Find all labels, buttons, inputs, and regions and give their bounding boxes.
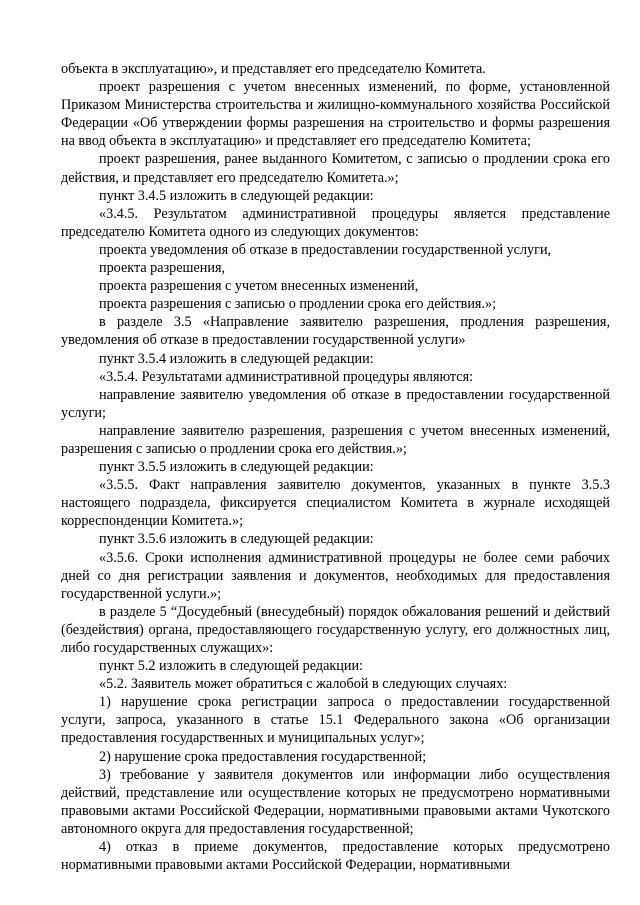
paragraph-23: 2) нарушение срока предоставления государственной; — [99, 748, 427, 765]
paragraph-13: направление заявителю уведомления об отказе в предоставлении государственной услуги; — [61, 386, 610, 421]
paragraph-8: проекта разрешения с учетом внесенных изменений, — [99, 278, 419, 295]
paragraph-25: 4) отказ в приеме документов, предоставление которых предусмотрено нормативными правовыми актами Российской Федерации, нормативными — [61, 839, 610, 874]
paragraph-20: пункт 5.2 изложить в следующей редакции: — [99, 658, 363, 675]
document-page — [61, 60, 610, 874]
paragraph-1: объекта в эксплуатацию», и представляет его председателю Комитета. — [61, 61, 486, 77]
paragraph-18: «3.5.6. Сроки исполнения административной процедуры не более семи рабочих дней со дня регистрации заявления и документов, необходимых для предоставления государственной услуги.»; — [61, 549, 610, 602]
paragraph-19: в разделе 5 “Досудебный (внесудебный) порядок обжалования решений и действий (бездействия) органа, предоставляющего государственную услугу, его должностных лиц, либо государственных служащих»: — [61, 603, 610, 656]
paragraph-11: пункт 3.5.4 изложить в следующей редакции: — [99, 350, 374, 367]
paragraph-3: проект разрешения, ранее выданного Комитетом, с записью о продлении срока его действия, и представляет его председателю Комитета.»; — [61, 151, 610, 186]
paragraph-24: 3) требование у заявителя документов или информации либо осуществления действий, представление или осуществление которых не предусмотрено нормативными правовыми актами Российской Федерации, нормативными правовыми актами Чукотского автономного округа для предоставления государственной; — [61, 766, 610, 837]
paragraph-17: пункт 3.5.6 изложить в следующей редакции: — [99, 531, 374, 548]
paragraph-7: проекта разрешения, — [99, 260, 226, 277]
paragraph-15: пункт 3.5.5 изложить в следующей редакции: — [99, 459, 374, 476]
paragraph-14: направление заявителю разрешения, разрешения с учетом внесенных изменений, разрешения с записью о продлении срока его действия.»; — [61, 422, 610, 457]
paragraph-4: пункт 3.4.5 изложить в следующей редакции: — [99, 187, 374, 204]
paragraph-6: проекта уведомления об отказе в предоставлении государственной услуги, — [99, 241, 552, 258]
paragraph-22: 1) нарушение срока регистрации запроса о предоставлении государственной услуги, запроса, указанного в статье 15.1 Федерального закона «Об организации предоставления государственных и муниципальных услуг»; — [61, 694, 610, 747]
paragraph-12: «3.5.4. Результатами административной процедуры являются: — [99, 368, 474, 385]
paragraph-2: проект разрешения с учетом внесенных изменений, по форме, установленной Приказом Министерства строительства и жилищно-коммунального хозяйства Российской Федерации «Об утверждении формы разрешения на строительство и формы разрешения на ввод объекта в эксплуатацию» и представляет его председателю Комитета; — [61, 79, 610, 150]
paragraph-10: в разделе 3.5 «Направление заявителю разрешения, продления разрешения, уведомления об отказе в предоставлении государственной услуги» — [61, 314, 610, 349]
paragraph-9: проекта разрешения с записью о продлении срока его действия.»; — [99, 296, 497, 313]
paragraph-5: «3.4.5. Результатом административной процедуры является представление председателю Комитета одного из следующих документов: — [61, 205, 610, 240]
paragraph-16: «3.5.5. Факт направления заявителю документов, указанных в пункте 3.5.3 настоящего подраздела, фиксируется специалистом Комитета в журнале исходящей корреспонденции Комитета.»; — [61, 477, 610, 530]
paragraph-21: «5.2. Заявитель может обратиться с жалобой в следующих случаях: — [99, 676, 508, 693]
